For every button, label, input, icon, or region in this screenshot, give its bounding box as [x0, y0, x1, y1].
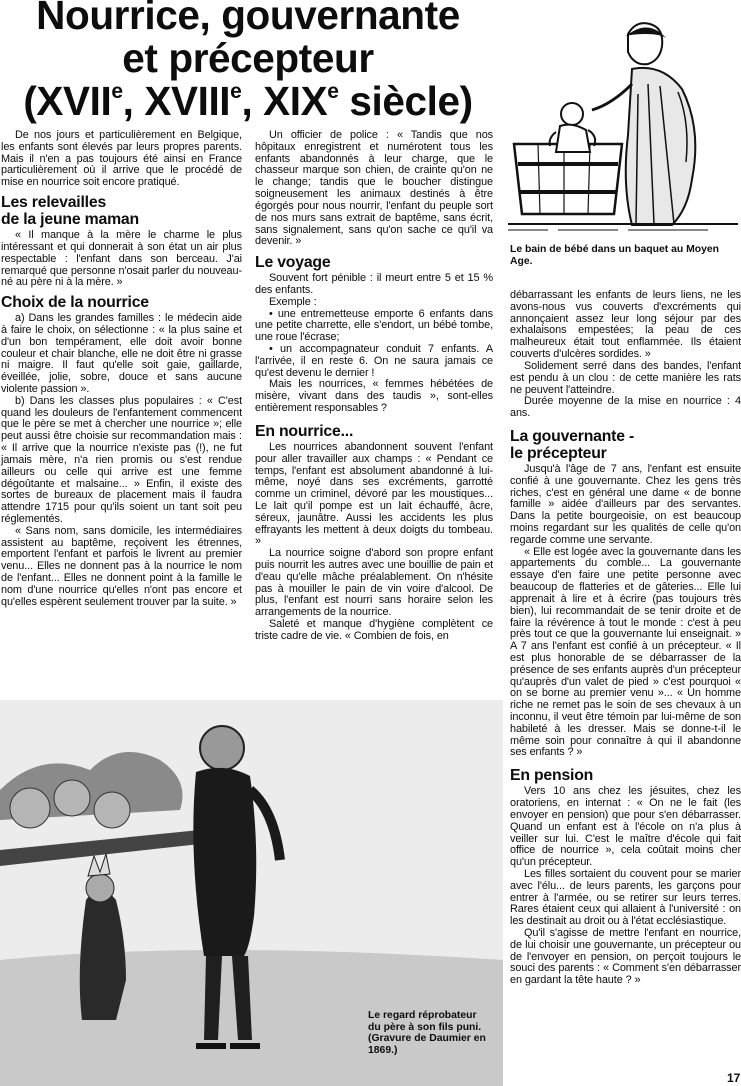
daumier-caption: Le regard réprobateur du père à son fils puni. (Gravure de Daumier en 1869.) — [368, 1010, 486, 1056]
paragraph: Vers 10 ans chez les jésuites, chez les oratoriens, en internat : « On ne le fait (les envoyer en pension) que pour s'en débarrasser. Quand un enfant est à l'école on n'a plus à veiller sur lui. C'est le maître d'école qui fait office de nourrice », cela coûtait moins cher qu'un précepteur. — [510, 785, 741, 869]
column-2 — [255, 130, 493, 643]
bath-illustration — [508, 14, 738, 236]
title-line-2: et précepteur — [122, 35, 374, 81]
page-number: 17 — [727, 1071, 741, 1085]
paragraph: Un officier de police : « Tandis que nos hôpitaux enregistrent et numérotent tous les enfants abandonnés à leur charge, que le chasseur marque son chien, de crainte qu'on ne le change; tandis que le boucher distingue soigneusement les animaux destinés à être égorgés pour nous nourrir, l'enfant du peuple sort de nos murs sans extrait de baptême, sans écrit, sans signalement, sans qu'on sache ce qu'il va devenir. » — [255, 129, 493, 248]
paragraph: Mais les nourrices, « femmes hébétées de misère, vivant dans des taudis », sont-elles entièrement responsables ? — [255, 378, 493, 415]
heading-choix-nourrice: Choix de la nourrice — [1, 294, 149, 312]
paragraph: Durée moyenne de la mise en nourrice : 4 ans. — [510, 395, 741, 420]
paragraph: Saleté et manque d'hygiène complètent ce triste cadre de vie. « Combien de fois, en — [255, 618, 493, 642]
paragraph: « Elle est logée avec la gouvernante dans les appartements du comble... La gouvernante essaye d'en faire une petite personne avec beaucoup de flatteries et de gâteries... Elle lui apprenait à lire et à écrire (pas toujours très bien), lui recommandait de se tenir droite et de faire la révérence à tout le monde : c'est à peu près tout ce que la gouvernante lui enseignait. » A 7 ans l'enfant est confié à un précepteur. « Il est plus honorable de se débarrasser de la présence de ses enfants auprès d'un précepteur qu'auprès d'un valet de pied » c'est pourquoi « on se borne au premier venu »... « Un homme riche ne remet pas le soin de ses chevaux à un inconnu, il veut être témoin par lui-même de son habileté à les dresser. Mais se donne-t-il le même soin pour connaître à qui il abandonne ses enfants ? » — [510, 545, 741, 759]
paragraph: a) Dans les grandes familles : le médecin aide à faire le choix, on sélectionne : « la plus saine et d'un bon tempérament, elle doit avoir bonne couleur et chair blanche, elle ne doit être ni grasse ni maigre. Il faut qu'elle soit gaie, gaillarde, éveillée, jolie, sobre, douce et sans aucune violente passion ». — [1, 312, 242, 395]
bath-woodcut — [508, 14, 738, 236]
paragraph: • un accompagnateur conduit 7 enfants. A l'arrivée, il en reste 6. On ne saura jamais ce qu'est devenu le dernier ! — [255, 343, 493, 379]
paragraph: Exemple : — [269, 295, 317, 308]
paragraph: débarrassant les enfants de leurs liens, ne les avons-nous vus couverts d'excréments qui annonçaient assez leur long séjour par des exhalaisons empestées; la peau de ces malheureux était tout enflammée. Ils étaient couverts d'ulcères sordides. » — [510, 289, 741, 361]
column-3 — [510, 290, 741, 987]
heading-en-nourrice: En nourrice... — [255, 422, 354, 440]
paragraph: « Il manque à la mère le charme le plus intéressant et qui donnerait à son état un air plus respectable : l'enfant dans son berceau. J'ai remarqué que personne n'osait parler du nouveau-né au père ni à la mère. » — [1, 229, 242, 289]
paragraph: Qu'il s'agisse de mettre l'enfant en nourrice, de lui choisir une gouvernante, un précepteur ou de l'envoyer en pension, on perçoit toujours le souci des parents : « Comment s'en débarrasser en gardant la tête haute ? » — [510, 927, 741, 987]
heading-relevailles: Les relevailles de la jeune maman — [1, 194, 139, 229]
paragraph: « Sans nom, sans domicile, les intermédiaires assistent au baptême, reçoivent les étrennes, emportent l'enfant et parfois le livrent au premier venu... Elles ne donnent pas à la nourrice le nom de l'enfant... Elles ne donnent point à la famille le nom d'une nourrice qu'elles n'ont pas encore et qu'elles espèrent seulement trouver par la suite. » — [1, 524, 242, 608]
heading-voyage: Le voyage — [255, 254, 331, 272]
paragraph: La nourrice soigne d'abord son propre enfant puis nourrit les autres avec une bouillie de pain et d'eau qu'elle mâche préalablement. On n'hésite pas à mouiller le pain de vin voire d'alcool. De plus, l'enfant est nourri sans horaire selon les arrangements de la nourrice. — [255, 547, 493, 619]
paragraph: b) Dans les classes plus populaires : « C'est quand les douleurs de l'enfantement commencent que le père se met à chercher une nourrice »; elle peut aussi être choisie sur recommandation mais : « Il arrive que la nourrice n'existe pas (!), ne fut jamais mère, n'a rien promis ou s'est rendue ailleurs ou celle qui arrive est une femme dégoûtante et malsaine... » Enfin, il existe des sortes de bureaux de placement mais il faudra attendre 1715 pour qu'ils soient un tant soit peu réglementés. — [1, 394, 242, 525]
page-title — [10, 0, 486, 123]
intro-paragraph: De nos jours et particulièrement en Belgique, les enfants sont élevés par leurs propres parents. Mais il n'en a pas toujours été ainsi en France particulièrement où il arrive que le procédé de mise en nourrice soit encore pratiqué. — [1, 129, 242, 189]
paragraph: Jusqu'à l'âge de 7 ans, l'enfant est ensuite confié à une gouvernante. Chez les gens très riches, c'est en général une dame « de bonne famille » aidée d'ailleurs par des servantes. Dans la petite bourgeoisie, on est beaucoup moins regardant sur les qualités de celle qu'on regarde comme une servante. — [510, 462, 741, 546]
paragraph: Les filles sortaient du couvent pour se marier avec l'élu... de leurs parents, les garçons pour entrer à l'armée, ou se retirer sur leurs terres. Rares étaient ceux qui allaient à l'université : on les destinait au droit ou à l'état ecclésiastique. — [510, 867, 741, 928]
paragraph: Solidement serré dans des bandes, l'enfant est pendu à un clou : de cette manière les rats ne peuvent l'atteindre. — [510, 359, 741, 396]
paragraph: Les nourrices abandonnent souvent l'enfant pour aller travailler aux champs : « Pendant ce temps, l'enfant est absolument abandonné à lui-même, noyé dans ses excréments, garrotté comme un criminel, dévoré par les moustiques... Le lait qu'il pompe est un lait échauffé, âcre, séreux, jaunâtre. Aussi les accidents les plus effrayants les mettent à deux doigts du tombeau. » — [255, 440, 493, 548]
paragraph: • une entremetteuse emporte 6 enfants dans une petite charrette, elle s'endort, un bébé tombe, une roue l'écrase; — [255, 307, 493, 344]
column-1 — [1, 130, 242, 608]
title-line-1: Nourrice, gouvernante — [36, 0, 460, 38]
bath-caption: Le bain de bébé dans un baquet au Moyen Age. — [510, 244, 719, 267]
paragraph: Souvent fort pénible : il meurt entre 5 et 15 % des enfants. — [255, 272, 493, 296]
title-line-3: (XVIIe, XVIIIe, XIXe siècle) — [23, 78, 473, 124]
heading-gouvernante-precepteur: La gouvernante - le précepteur — [510, 427, 635, 462]
heading-en-pension: En pension — [510, 767, 594, 785]
